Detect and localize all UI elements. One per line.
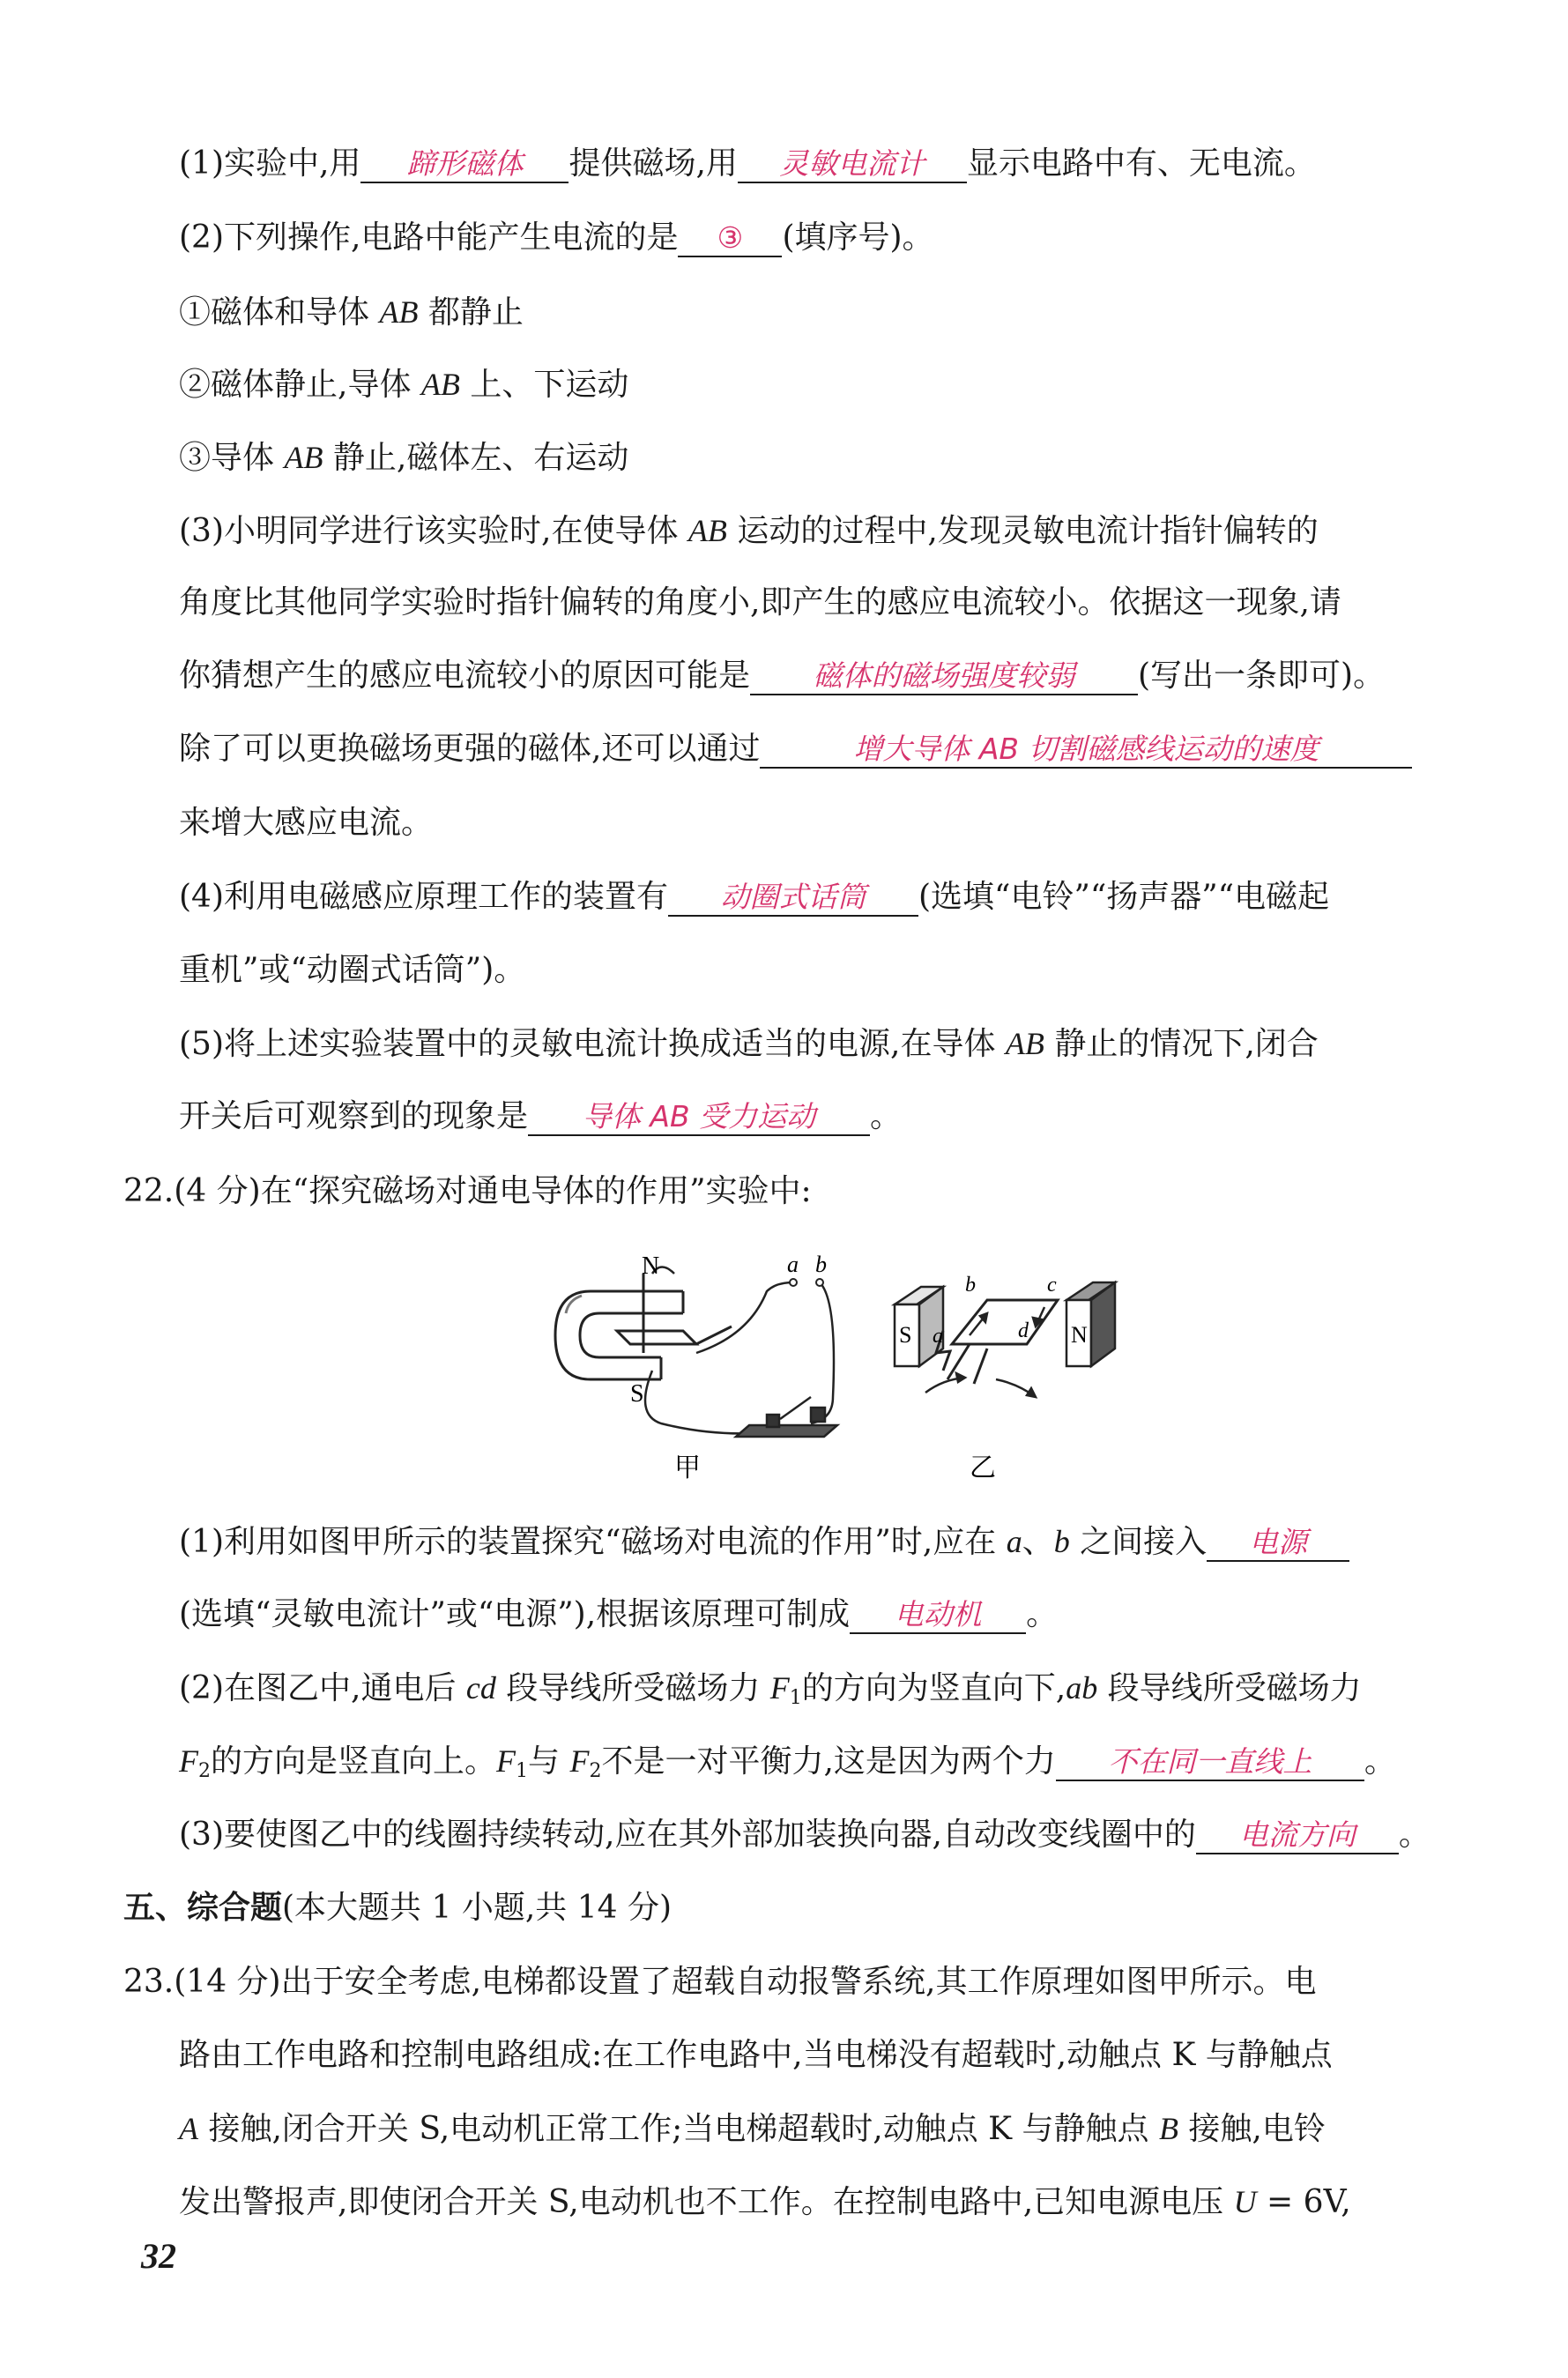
answer-blank[interactable]: ③ (678, 220, 782, 257)
q21-part5-line1: (5)将上述实验装置中的灵敏电流计换成适当的电源,在导体 AB 静止的情况下,闭合 (179, 1026, 1319, 1062)
terminal-b-icon (816, 1279, 823, 1286)
answer-blank[interactable]: 增大导体 AB 切割磁感线运动的速度 (760, 732, 1412, 769)
fig-jia-S: S (630, 1380, 644, 1408)
q21-part5-line2: 开关后可观察到的现象是 导体 AB 受力运动 。 (179, 1098, 903, 1134)
q22-part1-line2: (选填“灵敏电流计”或“电源”),根据该原理可制成 电动机 。 (179, 1596, 1059, 1632)
q21-option-2: ②磁体静止,导体 AB 上、下运动 (179, 367, 629, 403)
answer-blank[interactable]: 电流方向 (1196, 1817, 1399, 1854)
fig-jia-b: b (815, 1252, 827, 1277)
q21-part3-line1: (3)小明同学进行该实验时,在使导体 AB 运动的过程中,发现灵敏电流计指针偏转的 (179, 513, 1319, 549)
answer-blank[interactable]: 蹄形磁体 (360, 146, 568, 183)
q23-line1: 23.(14 分)出于安全考虑,电梯都设置了超载自动报警系统,其工作原理如图甲所示。电 (123, 1964, 1317, 2000)
q22-stem: 22.(4 分)在“探究磁场对通电导体的作用”实验中: (123, 1173, 812, 1209)
fig-yi-b: b (965, 1274, 976, 1297)
q21-part3-line2: 角度比其他同学实验时指针偏转的角度小,即产生的感应电流较小。依据这一现象,请 (179, 584, 1341, 621)
q21-part4-line1: (4)利用电磁感应原理工作的装置有 动圈式话筒 (选填“电铃”“扬声器”“电磁起 (179, 879, 1330, 915)
section-heading: 五、综合题(本大题共 1 小题,共 14 分) (123, 1890, 673, 1926)
page-number: 32 (141, 2236, 176, 2276)
q21-part3-line5: 来增大感应电流。 (179, 805, 434, 841)
answer-blank[interactable]: 不在同一直线上 (1056, 1744, 1364, 1781)
answer-blank[interactable]: 电源 (1207, 1525, 1349, 1562)
fig-jia-N: N (642, 1252, 660, 1280)
q23-line2: 路由工作电路和控制电路组成:在工作电路中,当电梯没有超载时,动触点 K 与静触点 (179, 2037, 1333, 2073)
fig-yi-a: a (933, 1325, 943, 1348)
q22-part2-line1: (2)在图乙中,通电后 cd 段导线所受磁场力 $F_1$的方向为竖直向下,ab 段导线所受磁场力 (179, 1670, 1362, 1709)
q23-line3: A 接触,闭合开关 S,电动机正常工作;当电梯超载时,动触点 K 与静触点 B 接触,电铃 (179, 2111, 1326, 2147)
fig-yi-S: S (899, 1322, 912, 1348)
answer-blank[interactable]: 动圈式话筒 (668, 880, 918, 917)
fig-yi-d: d (1018, 1319, 1029, 1342)
fig-jia-a: a (787, 1252, 799, 1277)
horseshoe-magnet (555, 1291, 683, 1379)
switch-icon (736, 1397, 837, 1437)
answer-blank[interactable]: 灵敏电流计 (738, 146, 967, 183)
answer-blank[interactable]: 磁体的磁场强度较弱 (750, 658, 1138, 695)
q21-part3-line4: 除了可以更换磁场更强的磁体,还可以通过 增大导体 AB 切割磁感线运动的速度 (179, 728, 1484, 770)
fig-yi-label: 乙 (970, 1453, 996, 1483)
coil-icon (936, 1300, 1058, 1384)
q22-part2-line2: $F_2$的方向是竖直向上。$F_1$与 $F_2$不是一对平衡力,这是因为两个力 不在同一直线上 。 (179, 1743, 1396, 1782)
answer-blank[interactable]: 电动机 (850, 1597, 1026, 1634)
q21-part1: (1)实验中,用 蹄形磁体 提供磁场,用 灵敏电流计 显示电路中有、无电流。 (179, 145, 1316, 182)
q21-option-1: ①磁体和导体 AB 都静止 (179, 294, 524, 331)
terminal-a-icon (790, 1279, 797, 1286)
q22-part1-line1: (1)利用如图甲所示的装置探究“磁场对电流的作用”时,应在 a、b 之间接入 电源 (179, 1520, 1484, 1563)
q21-part2: (2)下列操作,电路中能产生电流的是 ③ (填序号)。 (179, 219, 934, 256)
fig-yi-c: c (1047, 1274, 1057, 1297)
q22-part3: (3)要使图乙中的线圈持续转动,应在其外部加装换向器,自动改变线圈中的 电流方向 。 (179, 1817, 1431, 1853)
fig-yi-N: N (1071, 1322, 1088, 1348)
q21-option-3: ③导体 AB 静止,磁体左、右运动 (179, 440, 629, 476)
q23-line4: 发出警报声,即使闭合开关 S,电动机也不工作。在控制电路中,已知电源电压 U = 6V, (179, 2184, 1351, 2220)
fig-jia-label: 甲 (674, 1453, 701, 1483)
q21-part4-line2: 重机”或“动圈式话筒”)。 (179, 952, 526, 988)
answer-blank[interactable]: 导体 AB 受力运动 (528, 1099, 870, 1136)
q21-part3-line3: 你猜想产生的感应电流较小的原因可能是 磁体的磁场强度较弱 (写出一条即可)。 (179, 658, 1386, 694)
q22-figure (529, 1238, 1128, 1503)
